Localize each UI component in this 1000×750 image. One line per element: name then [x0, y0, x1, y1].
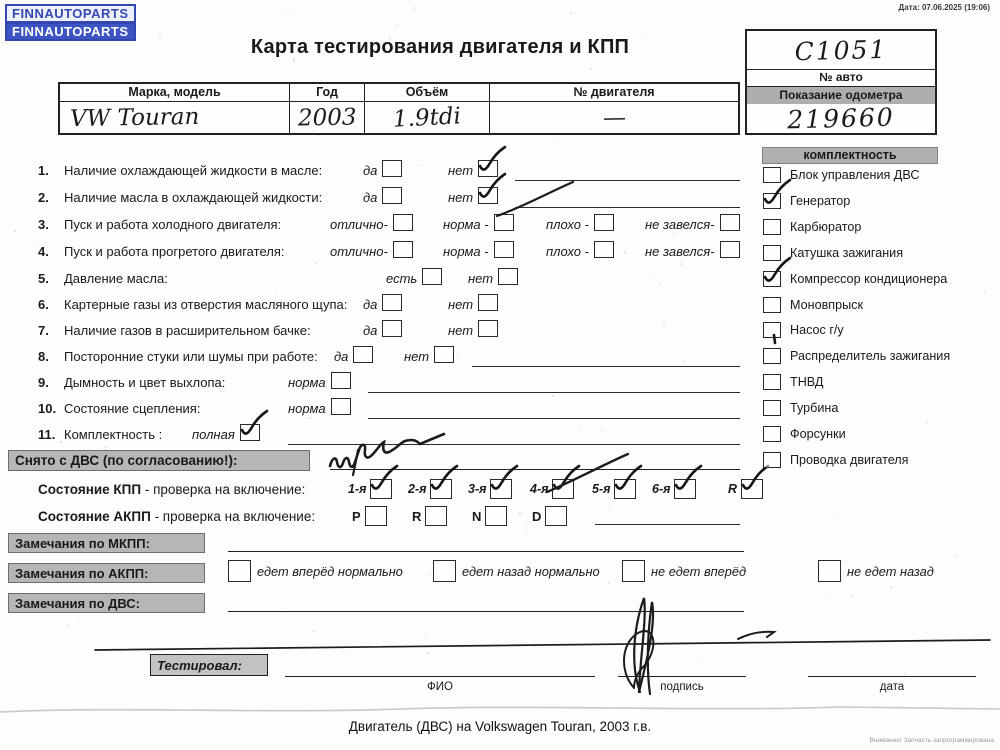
- gearbox-manual-label-bold: Состояние КПП: [38, 482, 142, 497]
- item-label: Пуск и работа прогретого двигателя:: [64, 244, 285, 259]
- speck: [178, 678, 180, 680]
- akpp-option: [818, 560, 934, 582]
- gear-D: [532, 506, 567, 526]
- stray-pen-stroke-gears: [545, 452, 630, 494]
- speck: [413, 7, 415, 9]
- gear-checkbox[interactable]: [545, 506, 567, 526]
- item-label: Картерные газы из отверстия масляного щупа:: [64, 297, 348, 312]
- speck: [444, 656, 446, 658]
- gearbox-manual-label-rest: - проверка на включение:: [141, 482, 306, 497]
- equipment-label: Распределитель зажигания: [790, 349, 951, 364]
- option: [448, 187, 498, 205]
- gear-label: 5-я: [592, 482, 611, 496]
- footer-separator-line: [95, 636, 990, 654]
- equipment-checkbox[interactable]: [763, 426, 781, 442]
- option-checkbox[interactable]: [434, 346, 454, 363]
- gearbox-manual-row: [38, 482, 988, 508]
- option-checkbox[interactable]: [382, 160, 402, 177]
- fill-in-line: [472, 366, 740, 367]
- scan-date: Дата: 07.06.2025 (19:06): [898, 3, 990, 12]
- col-header-engine-number: № двигателя: [490, 84, 738, 102]
- option-label: да: [363, 297, 378, 312]
- equipment-checkbox[interactable]: [763, 322, 781, 338]
- option-label: да: [363, 163, 378, 178]
- option-checkbox[interactable]: [478, 320, 498, 337]
- option-checkbox[interactable]: [240, 424, 260, 441]
- option-label: отлично-: [330, 244, 388, 259]
- option: [448, 294, 498, 312]
- option-label: да: [363, 190, 378, 205]
- item-number: 9.: [38, 375, 49, 390]
- car-number-label: № авто: [747, 69, 935, 86]
- option-checkbox[interactable]: [393, 214, 413, 231]
- option: [363, 294, 402, 312]
- gear-checkbox[interactable]: [430, 479, 452, 499]
- gearbox-auto-label-rest: - проверка на включение:: [150, 509, 316, 524]
- equipment-label: ТНВД: [790, 375, 824, 390]
- gear-label: 1-я: [348, 482, 367, 496]
- equipment-label: Проводка двигателя: [790, 452, 909, 467]
- option-checkbox[interactable]: [393, 241, 413, 258]
- equipment-label: Турбина: [790, 401, 839, 416]
- option-label: не завелся-: [645, 217, 715, 232]
- option: [288, 398, 351, 416]
- option-label: плохо -: [546, 217, 589, 232]
- gear-label: 3-я: [468, 482, 487, 496]
- finnautoparts-logo-top: FINNAUTOPARTS: [5, 4, 136, 23]
- option: [330, 241, 413, 259]
- option: [192, 424, 260, 442]
- option: [288, 372, 351, 390]
- item-number: 6.: [38, 297, 49, 312]
- equipment-item: [763, 320, 844, 340]
- speck: [570, 12, 572, 14]
- option: [546, 241, 614, 259]
- gear-checkbox[interactable]: [674, 479, 696, 499]
- equipment-checkbox[interactable]: [763, 400, 781, 416]
- photo-caption: Двигатель (ДВС) на Volkswagen Touran, 2003 г.в.: [348, 719, 652, 734]
- equipment-checkbox[interactable]: [763, 452, 781, 468]
- option: [334, 346, 373, 364]
- item-number: 4.: [38, 244, 49, 259]
- akpp-option-label: едет назад нормально: [462, 564, 600, 579]
- item-label: Пуск и работа холодного двигателя:: [64, 217, 282, 232]
- speck: [904, 673, 906, 675]
- handwriting-scribble: [322, 428, 452, 476]
- option-checkbox[interactable]: [594, 241, 614, 258]
- option-label: полная: [192, 427, 235, 442]
- option-checkbox[interactable]: [594, 214, 614, 231]
- car-number-handwritten: C1051: [794, 34, 888, 66]
- equipment-checkbox[interactable]: [763, 374, 781, 390]
- vehicle-table: [58, 82, 740, 135]
- equipment-item: [763, 243, 903, 263]
- speck: [826, 598, 828, 600]
- option-checkbox[interactable]: [478, 160, 498, 177]
- speck: [287, 12, 289, 14]
- option: [363, 160, 402, 178]
- akpp-option: [622, 560, 746, 582]
- remarks-akpp-bar: Замечания по АКПП:: [8, 563, 205, 583]
- gear-label: R: [728, 482, 738, 496]
- equipment-label: Насос г/у: [790, 323, 844, 338]
- option-checkbox[interactable]: [494, 241, 514, 258]
- gear-label: D: [532, 509, 542, 524]
- equipment-checkbox[interactable]: [763, 193, 781, 209]
- gear-N: [472, 506, 507, 526]
- gear-checkbox[interactable]: [741, 479, 763, 499]
- gear-checkbox[interactable]: [370, 479, 392, 499]
- option-label: не завелся-: [645, 244, 715, 259]
- remarks-dvs-bar: Замечания по ДВС:: [8, 593, 205, 613]
- option: [363, 320, 402, 338]
- akpp-option-checkbox[interactable]: [228, 560, 251, 582]
- gear-checkbox[interactable]: [490, 479, 512, 499]
- option-checkbox[interactable]: [720, 214, 740, 231]
- gear-3-я: [468, 479, 512, 499]
- option-checkbox[interactable]: [422, 268, 442, 285]
- item-label: Дымность и цвет выхлопа:: [64, 375, 226, 390]
- make-model-value: VW Touran: [69, 103, 200, 132]
- tested-by-box: Тестировал:: [150, 654, 268, 676]
- gear-label: 2-я: [408, 482, 427, 496]
- item-label: Состояние сцепления:: [64, 401, 201, 416]
- option-checkbox[interactable]: [331, 372, 351, 389]
- speck: [396, 25, 398, 27]
- speck: [895, 137, 897, 139]
- option: [468, 268, 518, 286]
- gear-label: N: [472, 509, 482, 524]
- option-label: нет: [468, 271, 494, 286]
- signature-label: подпись: [660, 681, 704, 693]
- gear-P: [352, 506, 387, 526]
- col-header-year: Год: [290, 84, 365, 102]
- fill-in-line: [368, 392, 740, 393]
- gear-1-я: [348, 479, 392, 499]
- speck: [635, 588, 636, 589]
- option-label: нет: [448, 190, 474, 205]
- speck: [984, 292, 986, 294]
- equipment-checkbox[interactable]: [763, 297, 781, 313]
- item-number: 11.: [38, 427, 56, 442]
- equipment-label: Компрессор кондиционера: [790, 271, 948, 286]
- equipment-label: Катушка зажигания: [790, 245, 904, 260]
- item-number: 8.: [38, 349, 49, 364]
- gear-checkbox[interactable]: [425, 506, 447, 526]
- akpp-option: [433, 560, 600, 582]
- speck: [890, 586, 891, 587]
- option-label: нет: [404, 349, 430, 364]
- speck: [515, 631, 517, 633]
- akpp-option-checkbox[interactable]: [622, 560, 645, 582]
- akpp-option-label: едет вперёд нормально: [257, 564, 403, 579]
- item-number: 3.: [38, 217, 49, 232]
- option-checkbox[interactable]: [382, 294, 402, 311]
- equipment-item: [763, 295, 863, 315]
- equipment-item: [763, 424, 846, 444]
- option: [645, 241, 740, 259]
- option-checkbox[interactable]: [382, 187, 402, 204]
- option-label: да: [334, 349, 349, 364]
- item-number: 7.: [38, 323, 49, 338]
- equipment-label: Моновпрыск: [790, 297, 863, 312]
- finnautoparts-logo-bottom: FINNAUTOPARTS: [5, 22, 136, 41]
- equipment-checkbox[interactable]: [763, 245, 781, 261]
- option-label: есть: [386, 271, 418, 286]
- gearbox-auto-line: [595, 524, 740, 525]
- gearbox-auto-row: [38, 509, 988, 535]
- equipment-checkbox[interactable]: [763, 167, 781, 183]
- speck: [67, 624, 69, 626]
- year-value: 2003: [297, 103, 357, 132]
- option: [363, 187, 402, 205]
- option: [386, 268, 442, 286]
- option-label: да: [363, 323, 378, 338]
- akpp-option-checkbox[interactable]: [818, 560, 841, 582]
- option-checkbox[interactable]: [478, 294, 498, 311]
- speck: [608, 582, 610, 584]
- gear-6-я: [652, 479, 696, 499]
- option-checkbox[interactable]: [498, 268, 518, 285]
- watermark-text: Внимание! Запчасть запрограммирована: [869, 737, 994, 744]
- equipment-item: [763, 450, 908, 470]
- item-number: 5.: [38, 271, 49, 286]
- speck: [14, 230, 16, 232]
- akpp-option-checkbox[interactable]: [433, 560, 456, 582]
- option-label: норма -: [443, 217, 489, 232]
- item-label: Наличие масла в охлаждающей жидкости:: [64, 190, 323, 205]
- item-number: 10.: [38, 401, 57, 416]
- date-label: дата: [879, 681, 905, 693]
- equipment-item: [763, 191, 850, 211]
- option-checkbox[interactable]: [382, 320, 402, 337]
- option-checkbox[interactable]: [353, 346, 373, 363]
- option-label: норма -: [443, 244, 489, 259]
- equipment-item: [763, 398, 838, 418]
- equipment-header: комплектность: [762, 147, 938, 164]
- item-label: Наличие охлаждающей жидкости в масле:: [64, 163, 323, 178]
- option-label: норма: [288, 401, 326, 416]
- gear-2-я: [408, 479, 452, 499]
- speck: [851, 595, 853, 597]
- remarks-mkpp-bar: Замечания по МКПП:: [8, 533, 205, 553]
- equipment-item: [763, 217, 861, 237]
- speck: [954, 555, 956, 557]
- equipment-item: [763, 372, 823, 392]
- gear-R: [412, 506, 447, 526]
- stray-pen-stroke-top: [495, 180, 575, 218]
- engine-number-value: —: [602, 104, 626, 131]
- item-label: Наличие газов в расширительном бачке:: [64, 323, 311, 338]
- speck: [590, 68, 592, 70]
- akpp-option-label: не едет вперёд: [651, 564, 747, 579]
- option-label: нет: [448, 323, 474, 338]
- gearbox-auto-label-bold: Состояние АКПП: [38, 509, 151, 524]
- equipment-label: Генератор: [790, 193, 851, 208]
- checklist-row-9: [38, 375, 978, 399]
- option-label: плохо -: [546, 244, 589, 259]
- item-label: Посторонние стуки или шумы при работе:: [64, 349, 318, 364]
- item-label: Давление масла:: [64, 271, 168, 286]
- option: [404, 346, 454, 364]
- fio-line: [285, 676, 595, 677]
- torn-paper-edge: [0, 696, 1000, 718]
- item-number: 2.: [38, 190, 49, 205]
- stray-flick-mark: [736, 626, 778, 642]
- removed-from-engine-bar: Снято с ДВС (по согласованию!):: [8, 450, 310, 471]
- speck: [79, 621, 80, 622]
- gear-label: 6-я: [652, 482, 671, 496]
- car-id-box: [745, 29, 937, 135]
- col-header-make-model: Марка, модель: [60, 84, 290, 102]
- speck: [247, 583, 248, 584]
- equipment-checkbox[interactable]: [763, 348, 781, 364]
- option-label: нет: [448, 163, 474, 178]
- volume-value: 1.9tdi: [392, 102, 462, 133]
- item-label: Комплектность :: [64, 427, 163, 442]
- akpp-option-label: не едет назад: [847, 564, 934, 579]
- option: [448, 320, 498, 338]
- speck: [312, 631, 314, 633]
- equipment-label: Форсунки: [790, 427, 846, 441]
- equipment-item: [763, 346, 950, 366]
- gear-checkbox[interactable]: [365, 506, 387, 526]
- date-line: [808, 676, 976, 677]
- equipment-label: Блок управления ДВС: [790, 168, 920, 182]
- signature-scribble: [600, 592, 770, 696]
- option: [443, 241, 514, 259]
- form-title: Карта тестирования двигателя и КПП: [250, 36, 630, 58]
- option-label: отлично-: [330, 217, 388, 232]
- item-number: 1.: [38, 163, 49, 178]
- equipment-checkbox[interactable]: [763, 219, 781, 235]
- option: [330, 214, 413, 232]
- gear-label: P: [352, 509, 361, 524]
- gear-R: [728, 479, 763, 499]
- odometer-value-handwritten: 219660: [786, 102, 896, 135]
- equipment-item: [763, 269, 947, 289]
- option-checkbox[interactable]: [331, 398, 351, 415]
- speck: [556, 139, 558, 141]
- odometer-label: Показание одометра: [747, 86, 935, 104]
- fio-label: ФИО: [427, 681, 453, 693]
- equipment-label: Карбюратор: [790, 219, 862, 234]
- speck: [428, 572, 430, 574]
- option-checkbox[interactable]: [720, 241, 740, 258]
- col-header-volume: Объём: [365, 84, 490, 102]
- gear-checkbox[interactable]: [485, 506, 507, 526]
- speck: [903, 661, 905, 663]
- option: [448, 160, 498, 178]
- gear-label: 4-я: [530, 482, 549, 496]
- option-label: норма: [288, 375, 326, 390]
- option-label: нет: [448, 297, 474, 312]
- akpp-option: [228, 560, 403, 582]
- remarks-mkpp-line: [228, 551, 744, 552]
- speck: [26, 101, 27, 102]
- gear-label: R: [412, 509, 422, 524]
- equipment-checkbox[interactable]: [763, 271, 781, 287]
- option: [645, 214, 740, 232]
- fill-in-line: [368, 418, 740, 419]
